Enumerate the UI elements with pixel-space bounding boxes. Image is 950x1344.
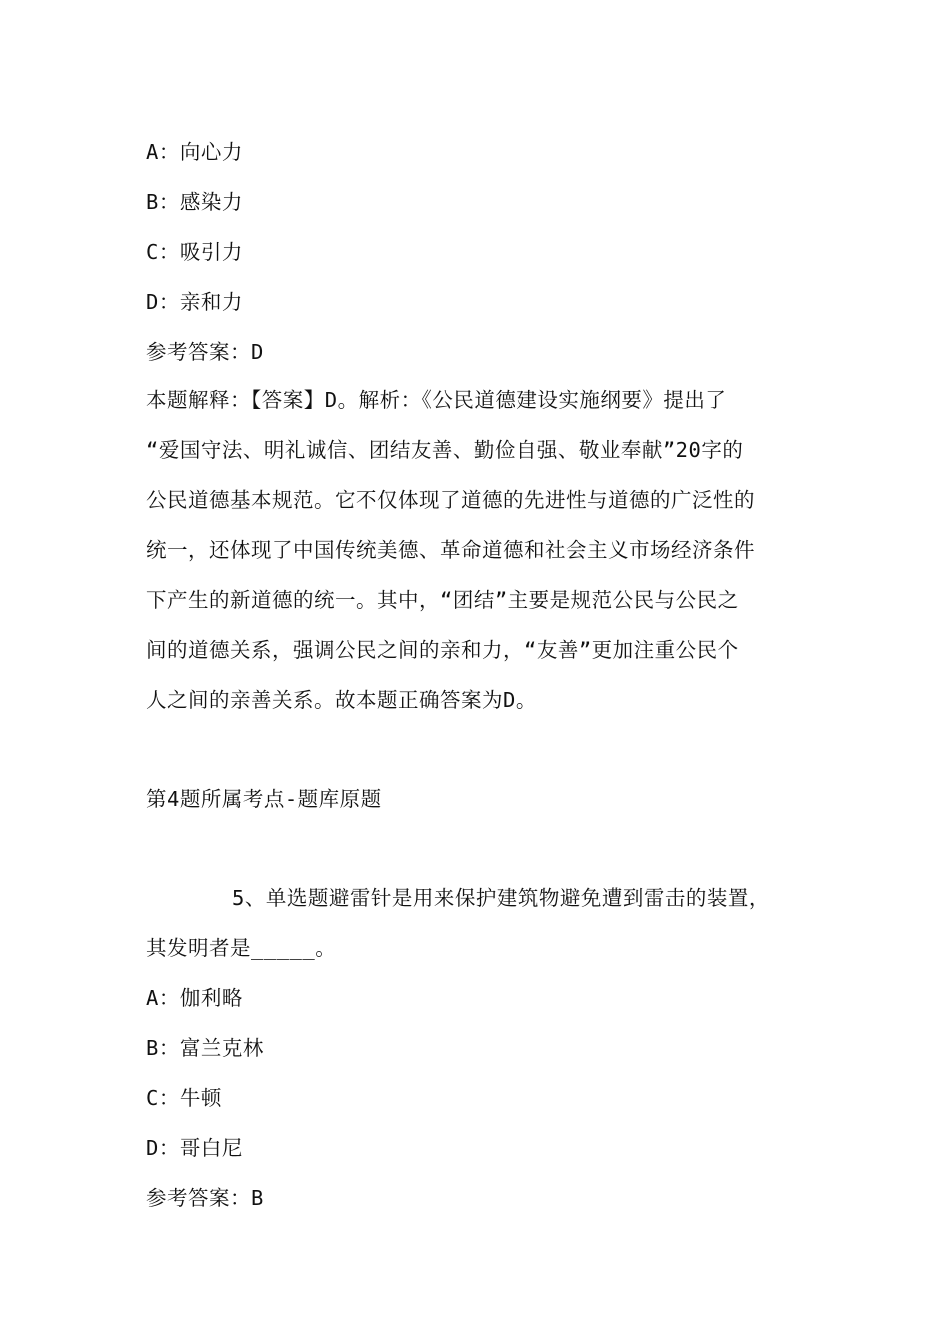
q4-answer: 参考答案：D (146, 340, 264, 364)
q4-option-c: C：吸引力 (146, 240, 243, 264)
q4-option-b: B：感染力 (146, 190, 243, 214)
q4-option-d: D：亲和力 (146, 290, 243, 314)
q4-explanation-line: 人之间的亲善关系。故本题正确答案为D。 (146, 688, 537, 712)
q4-explanation (146, 375, 806, 725)
q5-answer: 参考答案：B (146, 1186, 264, 1210)
q5-option-d: D：哥白尼 (146, 1136, 243, 1160)
q5-question-line1: 5、单选题避雷针是用来保护建筑物避免遭到雷击的装置， (232, 886, 770, 910)
q4-explanation-line: 统一，还体现了中国传统美德、革命道德和社会主义市场经济条件 (146, 538, 755, 562)
q4-topic: 第4题所属考点-题库原题 (146, 787, 382, 811)
q4-explanation-line: “爱国守法、明礼诚信、团结友善、勤俭自强、敬业奉献”20字的 (146, 438, 744, 462)
q5-option-a: A：伽利略 (146, 986, 243, 1010)
q4-explanation-line: 本题解释：【答案】D。解析：《公民道德建设实施纲要》提出了 (146, 388, 727, 412)
q4-explanation-line: 公民道德基本规范。它不仅体现了道德的先进性与道德的广泛性的 (146, 488, 755, 512)
q5-option-b: B：富兰克林 (146, 1036, 264, 1060)
q4-option-a: A：向心力 (146, 140, 243, 164)
q5-question-line2: 其发明者是_____。 (146, 936, 337, 960)
q4-explanation-line: 下产生的新道德的统一。其中，“团结”主要是规范公民与公民之 (146, 588, 739, 612)
q5-option-c: C：牛顿 (146, 1086, 222, 1110)
q4-explanation-line: 间的道德关系，强调公民之间的亲和力，“友善”更加注重公民个 (146, 638, 739, 662)
